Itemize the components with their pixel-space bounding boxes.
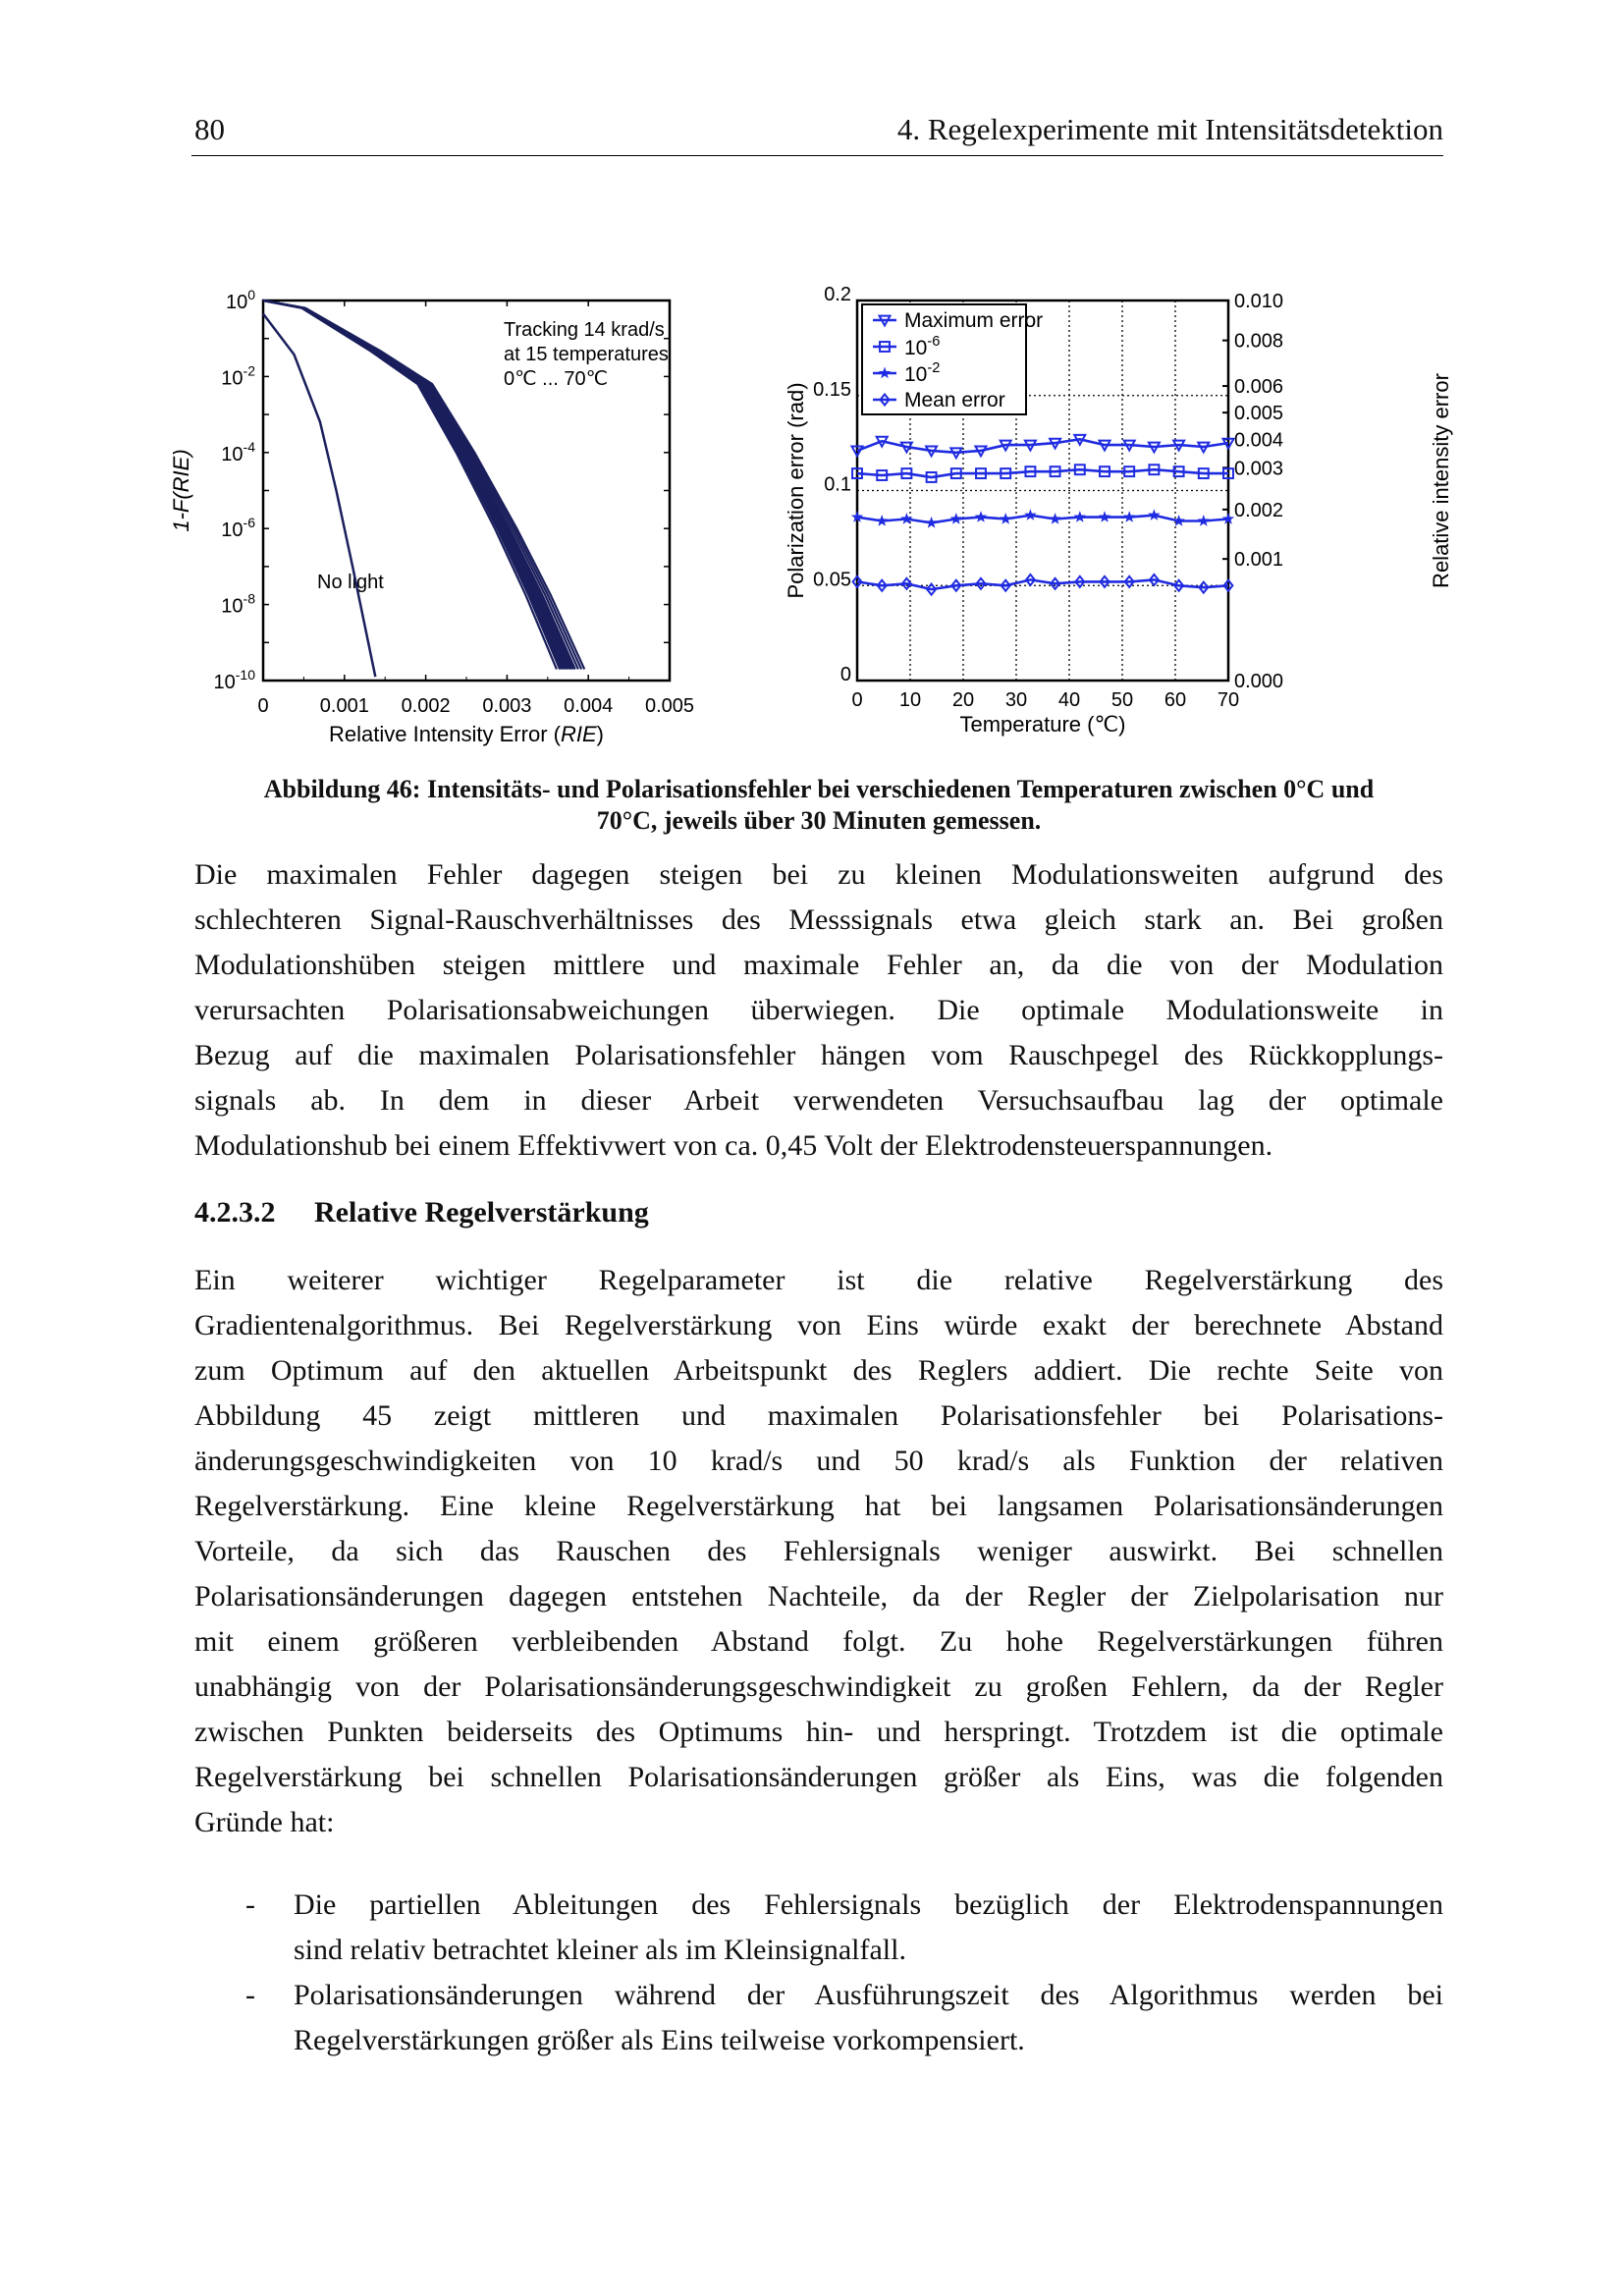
base: 10 — [904, 363, 928, 386]
temperature-error-chart — [784, 284, 1453, 737]
section-number: 4.2.3.2 — [194, 1196, 276, 1229]
text-line: mit einem größeren verbleibenden Abstand folgt. Zu hohe Regelverstärkungen führen — [194, 1625, 1443, 1658]
x-tick-label: 0 — [257, 695, 269, 717]
exponent: -4 — [243, 438, 255, 455]
exponent: -2 — [243, 362, 255, 379]
y2-tick-label: 0.001 — [1234, 549, 1284, 572]
section-title: Relative Regelverstärkung — [314, 1196, 649, 1229]
base: 10 — [221, 595, 244, 618]
base: 10 — [221, 367, 244, 390]
paragraph-1 — [194, 852, 1443, 1169]
bullet-item — [294, 1883, 1443, 1973]
series-line — [857, 516, 1228, 523]
text-line: Gradientenalgorithmus. Bei Regelverstärkung von Eins würde exakt der berechnete Abstand — [194, 1309, 1443, 1341]
series-line — [857, 439, 1228, 453]
data-point — [1198, 515, 1210, 526]
text-line: Polarisationsänderungen dagegen entstehen Nachteile, da der Regler der Zielpolarisation nur — [194, 1580, 1443, 1613]
x-tick-label: 0.004 — [564, 695, 614, 717]
legend — [862, 304, 1043, 414]
text-line: Abbildung 45 zeigt mittleren und maximalen Polarisationsfehler bei Polarisations- — [194, 1399, 1443, 1432]
x-tick-label: 60 — [1164, 689, 1187, 711]
y2-tick-label: 0.005 — [1234, 403, 1284, 425]
text-line: Ein weiterer wichtiger Regelparameter ist die relative Regelverstärkung des — [194, 1264, 1443, 1296]
no-light-label: No light — [317, 572, 384, 593]
x-axis-label — [329, 722, 604, 746]
base: 10 — [221, 443, 244, 465]
page-number: 80 — [194, 112, 225, 146]
data-point — [975, 511, 987, 522]
x-axis-label-part: ) — [596, 722, 604, 746]
text-line: schlechteren Signal-Rauschverhältnisses des Messsignals etwa gleich stark an. Bei großen — [194, 903, 1443, 936]
x-tick-label: 40 — [1057, 689, 1081, 711]
text-line: Polarisationsänderungen während der Ausführungszeit des Algorithmus werden bei — [294, 1979, 1443, 2011]
x-tick-label: 20 — [951, 689, 975, 711]
base: 10 — [225, 292, 248, 313]
y2-tick-label: 0.000 — [1234, 671, 1284, 692]
data-point — [1172, 515, 1184, 526]
legend-label: Maximum error — [904, 309, 1044, 332]
text-line: signals ab. In dem in dieser Arbeit verwendeten Versuchsaufbau lag der optimale — [194, 1084, 1443, 1117]
y2-tick-label: 0.004 — [1234, 429, 1284, 452]
caption-line: 70°C, jeweils über 30 Minuten gemessen. — [596, 806, 1042, 835]
text-line: Modulationshub bei einem Effektivwert von ca. 0,45 Volt der Elektrodensteuerspannungen. — [194, 1129, 1273, 1162]
section-heading — [194, 1196, 649, 1230]
y-tick-label — [221, 591, 255, 618]
y2-tick-label: 0.002 — [1234, 499, 1284, 521]
x-tick-label: 70 — [1217, 689, 1240, 711]
running-header: 4. Regelexperimente mit Intensitätsdetektion — [896, 112, 1443, 146]
text-line: Vorteile, da sich das Rauschen des Fehlersignals weniger auswirkt. Bei schnellen — [194, 1535, 1443, 1567]
text-line: Regelverstärkung bei schnellen Polarisationsänderungen größer als Eins, was die folgenden — [194, 1761, 1443, 1793]
paragraph-2 — [194, 1258, 1443, 1845]
y-axis-label: 1-F(RIE) — [169, 449, 193, 532]
bullet-dash: - — [245, 1888, 255, 1921]
figure-46 — [0, 275, 1624, 756]
data-point — [1024, 509, 1036, 520]
y2-tick-label: 0.010 — [1234, 291, 1284, 312]
base: 10 — [221, 519, 244, 542]
x-tick-label: 0.005 — [644, 695, 695, 717]
data-point — [925, 517, 937, 528]
annotation: Tracking 14 krad/s — [504, 319, 665, 341]
x-axis-label-part: Relative Intensity Error ( — [329, 722, 561, 746]
text-line: Modulationshüben steigen mittlere und maximale Fehler an, da die von der Modulation — [194, 949, 1443, 981]
y2-tick-label: 0.008 — [1234, 330, 1284, 353]
y-tick-label: 0 — [839, 664, 851, 685]
exponent: -2 — [927, 360, 941, 376]
text-line: Die maximalen Fehler dagegen steigen bei zu kleinen Modulationsweiten aufgrund des — [194, 858, 1443, 891]
y-tick-label: 0.05 — [813, 569, 851, 591]
text-line: Bezug auf die maximalen Polarisationsfehler hängen vom Rauschpegel des Rückkopplungs- — [194, 1039, 1443, 1071]
data-point — [1049, 513, 1060, 524]
text-line: verursachten Polarisationsabweichungen überwiegen. Die optimale Modulationsweite in — [194, 994, 1443, 1026]
data-point — [1000, 513, 1011, 524]
exponent: 0 — [247, 287, 255, 302]
x-tick-label: 10 — [898, 689, 922, 711]
y-tick-label — [226, 287, 255, 313]
data-point — [1148, 509, 1160, 520]
x-tick-label: 0.002 — [401, 695, 451, 717]
text-line: unabhängig von der Polarisationsänderungsgeschwindigkeit zu großen Fehlern, da der Regler — [194, 1670, 1443, 1703]
header-rule — [191, 155, 1443, 156]
exponent: -8 — [243, 590, 255, 607]
data-point — [1123, 511, 1135, 522]
x-tick-label: 30 — [1004, 689, 1028, 711]
legend-label: Mean error — [904, 389, 1005, 411]
text-line: sind relativ betrachtet kleiner als im Kleinsignalfall. — [294, 1934, 906, 1966]
data-point — [900, 513, 912, 524]
bullet-dash: - — [245, 1979, 255, 2011]
data-point — [950, 513, 962, 524]
text-line: Regelverstärkungen größer als Eins teilweise vorkompensiert. — [294, 2024, 1025, 2056]
exponent: -6 — [243, 515, 255, 531]
y-tick-label: 0.15 — [813, 378, 851, 401]
y-tick-label — [214, 667, 256, 693]
base: 10 — [904, 337, 928, 359]
x-axis-label: Temperature (℃) — [959, 712, 1126, 737]
annotation: at 15 temperatures — [504, 344, 669, 365]
y-tick-label: 0.1 — [824, 473, 851, 496]
x-tick-label: 0.003 — [482, 695, 532, 717]
y2-tick-label: 0.003 — [1234, 458, 1284, 480]
text-line: Regelverstärkung. Eine kleine Regelverstärkung hat bei langsamen Polarisationsänderungen — [194, 1490, 1443, 1522]
bullet-item — [294, 1973, 1443, 2063]
x-axis-label-part: RIE — [560, 722, 597, 746]
y-tick-label: 0.2 — [824, 284, 851, 305]
y2-tick-label: 0.006 — [1234, 376, 1284, 399]
annotation: 0℃ ... 70℃ — [504, 368, 609, 390]
text-line: Die partiellen Ableitungen des Fehlersignals bezüglich der Elektrodenspannungen — [294, 1888, 1443, 1921]
base: 10 — [213, 672, 236, 693]
y-tick-label — [221, 439, 255, 465]
exponent: -10 — [235, 667, 255, 683]
figure-caption — [194, 774, 1443, 837]
cdf-chart — [169, 287, 694, 746]
series-line — [857, 579, 1228, 589]
y-axis-label: Polarization error (rad) — [784, 382, 808, 599]
no-light-curve — [263, 314, 375, 678]
text-line: zwischen Punkten beiderseits des Optimums hin- und herspringt. Trotzdem ist die optimale — [194, 1716, 1443, 1748]
text-line: änderungsgeschwindigkeiten von 10 krad/s und 50 krad/s als Funktion der relativen — [194, 1445, 1443, 1477]
exponent: -6 — [927, 334, 941, 350]
data-point — [876, 515, 888, 526]
caption-line: Abbildung 46: Intensitäts- und Polarisationsfehler bei verschiedenen Temperaturen zwischen 0°C und — [263, 775, 1375, 803]
y-tick-label — [221, 515, 255, 541]
text-line: zum Optimum auf den aktuellen Arbeitspunkt des Reglers addiert. Die rechte Seite von — [194, 1354, 1443, 1387]
x-tick-label: 0 — [851, 689, 863, 711]
data-point — [1099, 511, 1110, 522]
y-tick-label — [221, 362, 255, 389]
y2-axis-label: Relative intensity error — [1429, 373, 1453, 588]
x-tick-label: 0.001 — [319, 695, 369, 717]
data-point — [1074, 511, 1086, 522]
series-line — [857, 469, 1228, 477]
x-tick-label: 50 — [1110, 689, 1134, 711]
text-line: Gründe hat: — [194, 1806, 335, 1838]
